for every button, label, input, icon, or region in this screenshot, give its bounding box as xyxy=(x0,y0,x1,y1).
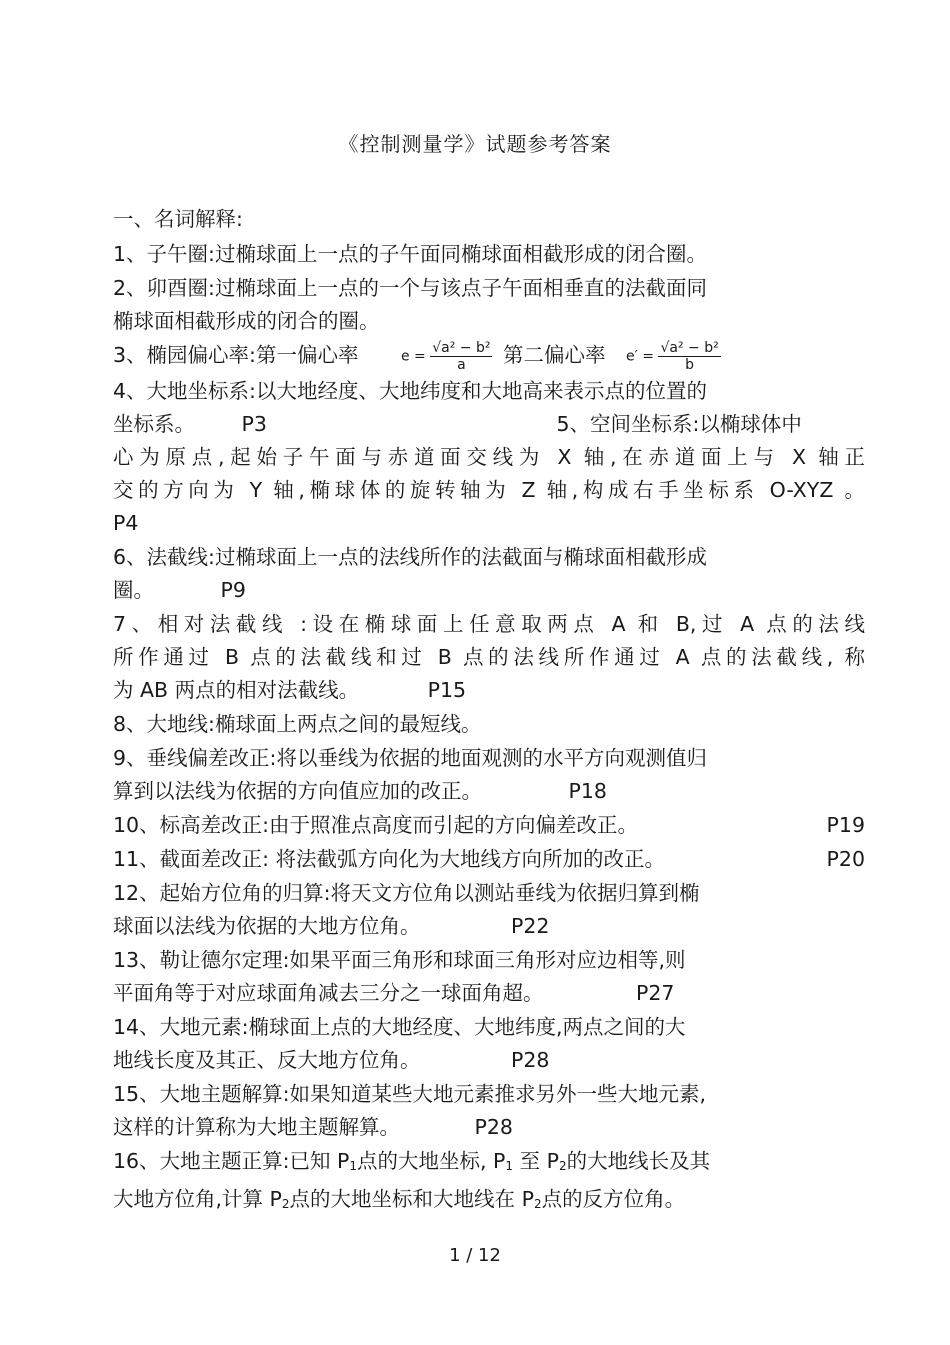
term-15-line-1: 15、大地主题解算:如果知道某些大地元素推求另外一些大地元素, xyxy=(113,1082,707,1106)
term-5-start: 5、空间坐标系:以椭球体中 xyxy=(556,412,802,436)
document-body xyxy=(113,203,865,1221)
term-13 xyxy=(113,944,865,1010)
formula-1-denominator: a xyxy=(457,356,466,373)
term-6-line-2: 圈。 P9 xyxy=(113,578,246,602)
formula-2-numerator: √a² − b² xyxy=(660,339,719,356)
formula-2-denominator: b xyxy=(685,356,695,373)
term-3-mid: 第二偏心率 xyxy=(503,343,606,367)
term-1 xyxy=(113,238,865,271)
page-ref: P9 xyxy=(220,578,246,602)
page-ref: P22 xyxy=(511,914,550,938)
term-3 xyxy=(113,339,865,374)
page-ref: P15 xyxy=(427,678,467,702)
term-7-line-3: 为 AB 两点的相对法截线。 P15 xyxy=(113,678,467,702)
page-ref: P28 xyxy=(474,1115,513,1139)
term-6 xyxy=(113,541,865,607)
term-12-line-1: 12、起始方位角的归算:将天文方位角以测站垂线为依据归算到椭 xyxy=(113,881,700,905)
document-title: 《控制测量学》试题参考答案 xyxy=(338,132,612,156)
term-12 xyxy=(113,877,865,943)
term-8 xyxy=(113,708,865,741)
term-9 xyxy=(113,742,865,808)
page-ref: P3 xyxy=(241,412,267,436)
term-5-line-2: 心为原点,起始子午面与赤道面交线为 X 轴,在赤道面上与 X 轴正 xyxy=(113,445,865,469)
page-number: 1 / 12 xyxy=(449,1245,501,1266)
term-13-line-1: 13、勒让德尔定理:如果平面三角形和球面三角形对应边相等,则 xyxy=(113,948,686,972)
term-6-line-1: 6、法截线:过椭球面上一点的法线所作的法截面与椭球面相截形成 xyxy=(113,545,707,569)
term-7 xyxy=(113,608,865,707)
term-15-line-2: 这样的计算称为大地主题解算。 P28 xyxy=(113,1115,513,1139)
page-ref: P4 xyxy=(113,511,139,535)
term-9-line-1: 9、垂线偏差改正:将以垂线为依据的地面观测的水平方向观测值归 xyxy=(113,746,707,770)
term-1-line: 1、子午圈:过椭球面上一点的子午面同椭球面相截形成的闭合圈。 xyxy=(113,242,707,266)
formula-1-lhs: e = xyxy=(400,348,426,364)
term-7-line-1: 7、相对法截线 :设在椭球面上任意取两点 A 和 B,过 A 点的法线 xyxy=(113,612,865,636)
formula-1-numerator: √a² − b² xyxy=(432,339,491,356)
formula-2-lhs: e′ = xyxy=(626,348,655,364)
term-4-line-1: 4、大地坐标系:以大地经度、大地纬度和大地高来表示点的位置的 xyxy=(113,379,707,403)
term-10: 10、标高差改正:由于照准点高度而引起的方向偏差改正。 P19 xyxy=(113,809,865,842)
term-9-line-2: 算到以法线为依据的方向值应加的改正。 P18 xyxy=(113,779,607,803)
term-4-5 xyxy=(113,375,865,540)
term-2 xyxy=(113,272,865,338)
page-ref: P20 xyxy=(826,847,865,871)
term-13-line-2: 平面角等于对应球面角减去三分之一球面角超。 P27 xyxy=(113,981,675,1005)
term-14 xyxy=(113,1011,865,1077)
term-4-end: 坐标系。 xyxy=(113,412,195,436)
term-8-line: 8、大地线:椭球面上两点之间的最短线。 xyxy=(113,712,482,736)
term-3-label: 3、椭园偏心率:第一偏心率 xyxy=(113,343,359,367)
term-2-line-2: 椭球面相截形成的闭合的圈。 xyxy=(113,309,380,333)
page-ref: P19 xyxy=(826,813,865,837)
term-16-line-1: 16、大地主题正算:已知 P1点的大地坐标, P1 至 P2的大地线长及其 xyxy=(113,1149,711,1173)
page-ref: P27 xyxy=(636,981,675,1005)
first-eccentricity-formula xyxy=(401,340,493,373)
formula-2-fraction xyxy=(658,340,720,373)
term-2-line-1: 2、卯酉圈:过椭球面上一点的一个与该点子午面相垂直的法截面同 xyxy=(113,276,707,300)
term-15 xyxy=(113,1078,865,1144)
page-ref: P18 xyxy=(568,779,607,803)
term-16 xyxy=(113,1145,865,1221)
term-16-line-2: 大地方位角,计算 P2点的大地坐标和大地线在 P2点的反方位角。 xyxy=(113,1187,686,1211)
formula-1-fraction xyxy=(430,340,492,373)
term-5-line-3: 交的方向为 Y 轴,椭球体的旋转轴为 Z 轴,构成右手坐标系 O-XYZ 。 xyxy=(113,478,865,502)
term-7-line-2: 所作通过 B 点的法截线和过 B 点的法线所作通过 A 点的法截线, 称 xyxy=(113,645,865,669)
term-12-line-2: 球面以法线为依据的大地方位角。 P22 xyxy=(113,914,550,938)
second-eccentricity-formula xyxy=(626,340,721,373)
section-heading: 一、名词解释: xyxy=(113,207,243,231)
term-14-line-2: 地线长度及其正、反大地方位角。 P28 xyxy=(113,1048,550,1072)
term-4-line-2 xyxy=(113,408,865,441)
term-11: 11、截面差改正: 将法截弧方向化为大地线方向所加的改正。 P20 xyxy=(113,843,865,876)
term-14-line-1: 14、大地元素:椭球面上点的大地经度、大地纬度,两点之间的大 xyxy=(113,1015,686,1039)
page-ref: P28 xyxy=(511,1048,550,1072)
